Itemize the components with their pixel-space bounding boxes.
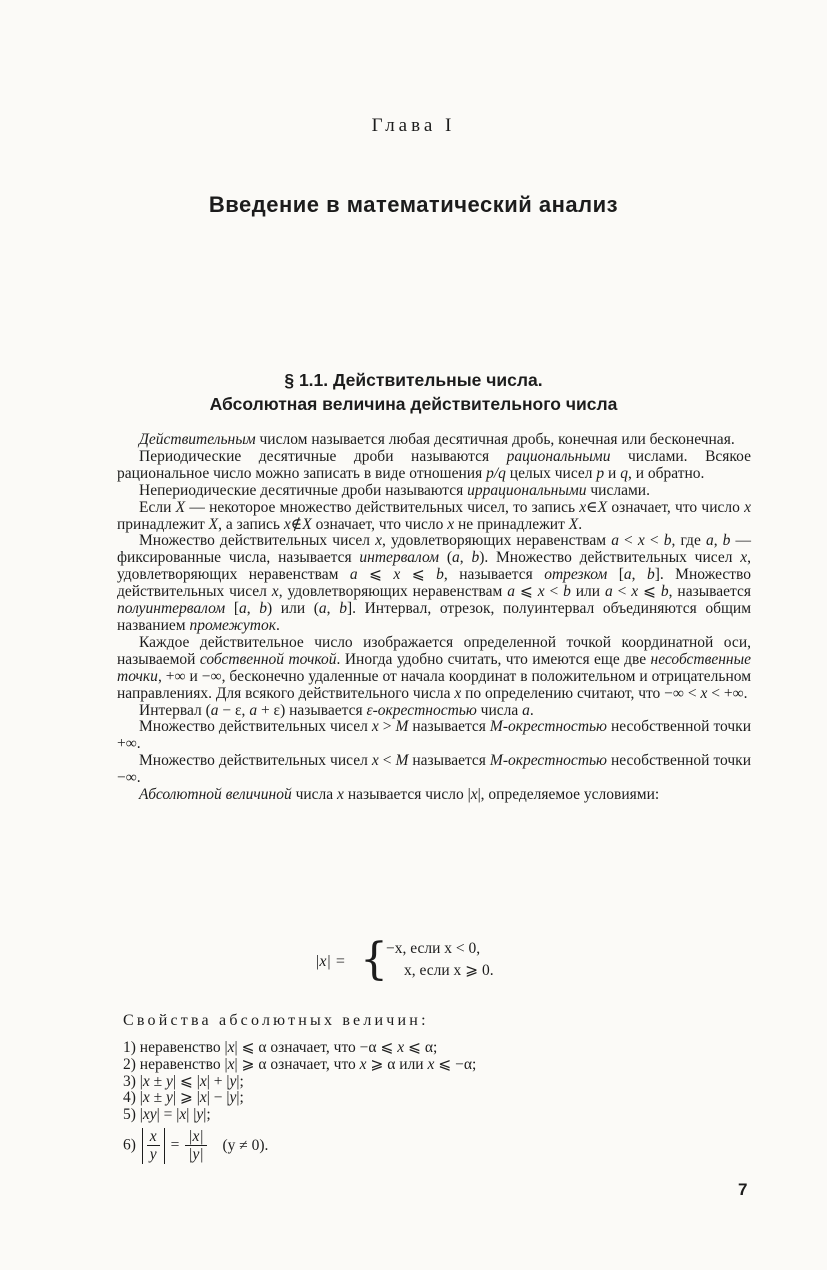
fraction-numerator: |x| <box>185 1128 206 1146</box>
paragraph: Действительным числом называется любая десятичная дробь, конечная или бесконечная. <box>139 431 735 448</box>
chapter-title: Введение в математический анализ <box>208 192 619 217</box>
formula-case-nonnegative: x, если x ⩾ 0. <box>404 962 494 979</box>
property-6-number: 6) <box>123 1136 136 1154</box>
abs-bar-right <box>164 1128 165 1164</box>
left-brace: { <box>360 934 388 985</box>
chapter-label: Глава I <box>371 115 456 136</box>
property-item: 2) неравенство |x| ⩾ α означает, что x ⩾ α или x ⩽ −α; <box>123 1055 477 1073</box>
paragraph: Непериодические десятичные дроби называются иррациональными числами. <box>139 481 650 499</box>
section-title <box>0 368 827 416</box>
paragraph: Абсолютной величиной числа x называется число |x|, определяемое условиями: <box>139 786 660 804</box>
section-title-line-1: § 1.1. Действительные числа. <box>284 370 543 390</box>
section-title-line-2: Абсолютная величина действительного числа <box>209 394 618 414</box>
paragraph: Множество действительных чисел x, удовлетворяющих неравенствам a < x < b, где a, b — фиксированные числа, называется интервалом (a, b). Множество действительных чисел x, удовлетворяющих неравенствам a ⩽ x ⩽ b, называется отрезком [a, b]. Множество действительных чисел x, удовлетворяющих неравенствам a ⩽ x < b или a < x ⩽ b, называется полуинтервалом [a, b) или (a, b]. Интервал, отрезок, полуинтервал объединяются общим названием промежуток. <box>117 532 752 634</box>
property-item: 3) |x ± y| ⩽ |x| + |y|; <box>123 1072 244 1090</box>
property-item: 5) |xy| = |x| |y|; <box>123 1106 211 1124</box>
properties-list <box>123 1040 723 1164</box>
paragraph: Множество действительных чисел x < M называется M-окрестностью несобственной точки −∞. <box>117 752 751 787</box>
fraction-denominator: y <box>149 1146 157 1164</box>
page-number: 7 <box>738 1180 748 1199</box>
fraction-x-over-y <box>147 1128 160 1163</box>
equals-sign: = <box>170 1136 180 1154</box>
paragraph: Интервал (a − ε, a + ε) называется ε-окрестностью числа a. <box>139 701 534 719</box>
property-item-6 <box>123 1128 723 1164</box>
paragraph: Множество действительных чисел x > M называется M-окрестностью несобственной точки +∞. <box>117 718 751 753</box>
property-6-condition: (y ≠ 0). <box>222 1136 269 1154</box>
fraction-absx-over-absy <box>185 1128 206 1163</box>
paragraph: Каждое действительное число изображается определенной точкой координатной оси, называемой собственной точкой. Иногда удобно считать, что имеются еще две несобственные точки, +∞ и −∞, бесконечно удаленные от начала координат в положительном и отрицательном направлениях. Для всякого действительного числа x по определению считают, что −∞ < x < +∞. <box>117 633 751 702</box>
abs-bar-left <box>142 1128 143 1164</box>
formula-lhs: |x| = <box>315 953 346 970</box>
body-text <box>117 432 751 804</box>
paragraph: Если X — некоторое множество действительных чисел, то запись x∈X означает, что число x принадлежит X, а запись x∉X означает, что число x не принадлежит X. <box>117 498 751 533</box>
fraction-denominator: |y| <box>188 1146 204 1164</box>
property-item: 4) |x ± y| ⩾ |x| − |y|; <box>123 1089 244 1107</box>
paragraph: Периодические десятичные дроби называются рациональными числами. Всякое рациональное число можно записать в виде отношения p/q целых чисел p и q, и обратно. <box>117 447 751 482</box>
absolute-value-definition <box>0 934 827 986</box>
formula-case-negative: −x, если x < 0, <box>386 940 481 957</box>
property-item: 1) неравенство |x| ⩽ α означает, что −α ⩽ x ⩽ α; <box>123 1039 438 1056</box>
fraction-numerator: x <box>147 1128 160 1146</box>
properties-heading: Свойства абсолютных величин: <box>123 1012 429 1029</box>
